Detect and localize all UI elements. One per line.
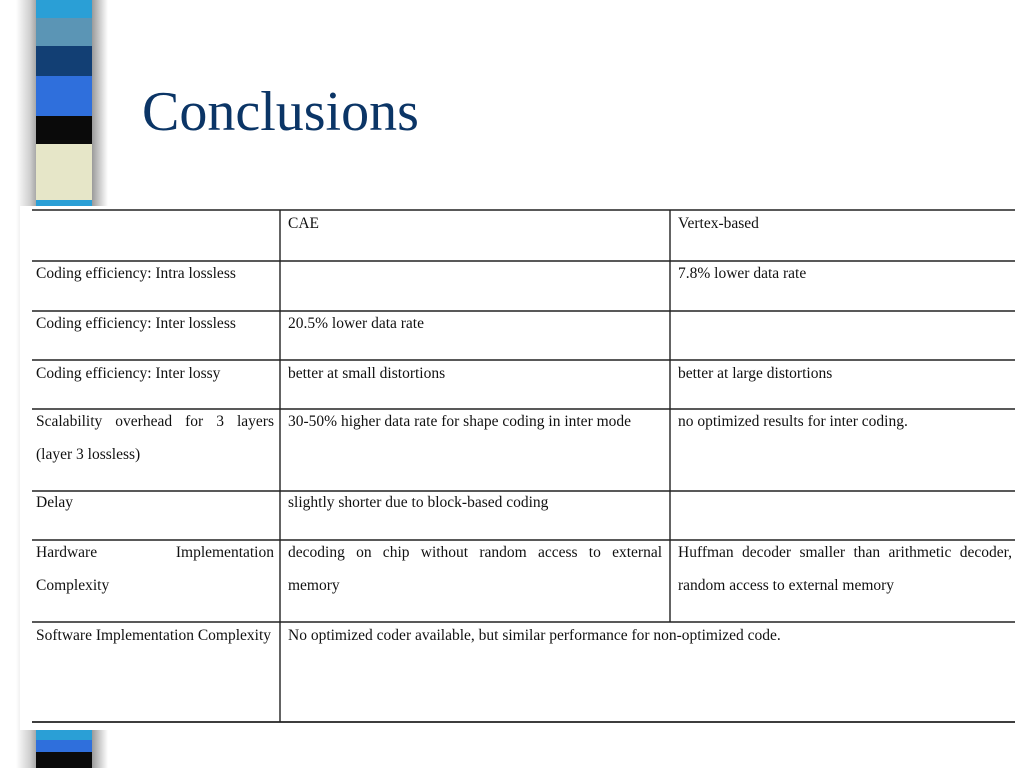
stripe-band: [36, 116, 92, 144]
stripe-band: [36, 144, 92, 200]
stripe-band: [36, 18, 92, 46]
stripe-band: [36, 752, 92, 768]
stripe-band: [36, 76, 92, 116]
slide-title: Conclusions: [142, 81, 419, 143]
row-3-criterion: Coding efficiency: Inter lossy: [36, 365, 221, 382]
header-cae: CAE: [288, 215, 319, 232]
row-4-cae: 30-50% higher data rate for shape coding in inter mode: [288, 413, 632, 430]
row-3-vertex: better at large distortions: [678, 365, 833, 382]
stripe-band: [36, 730, 92, 740]
row-5-criterion: Delay: [36, 494, 74, 511]
stripe-band: [36, 46, 92, 76]
row-2-criterion: Coding efficiency: Inter lossless: [36, 315, 236, 332]
row-4-criterion: Scalability overhead for 3 layers (layer 3 lossless): [36, 413, 274, 463]
row-6-criterion: Hardware Implementation Complexity: [36, 544, 274, 594]
row-1-criterion: Coding efficiency: Intra lossless: [36, 265, 236, 282]
row-4-vertex: no optimized results for inter coding.: [678, 413, 908, 430]
stripe-band: [36, 0, 92, 18]
stripe-band: [36, 740, 92, 752]
row-6-cae: decoding on chip without random access to external memory: [288, 544, 662, 594]
row-7-merged: No optimized coder available, but similar performance for non-optimized code.: [288, 627, 781, 644]
comparison-table: [20, 206, 1016, 730]
row-7-criterion: Software Implementation Complexity: [36, 627, 272, 644]
row-5-cae: slightly shorter due to block-based coding: [288, 494, 549, 511]
row-1-vertex: 7.8% lower data rate: [678, 265, 807, 282]
row-2-cae: 20.5% lower data rate: [288, 315, 424, 332]
row-3-cae: better at small distortions: [288, 365, 446, 382]
header-vertex-based: Vertex-based: [678, 215, 759, 232]
row-6-vertex: Huffman decoder smaller than arithmetic decoder, random access to external memory: [678, 544, 1012, 594]
